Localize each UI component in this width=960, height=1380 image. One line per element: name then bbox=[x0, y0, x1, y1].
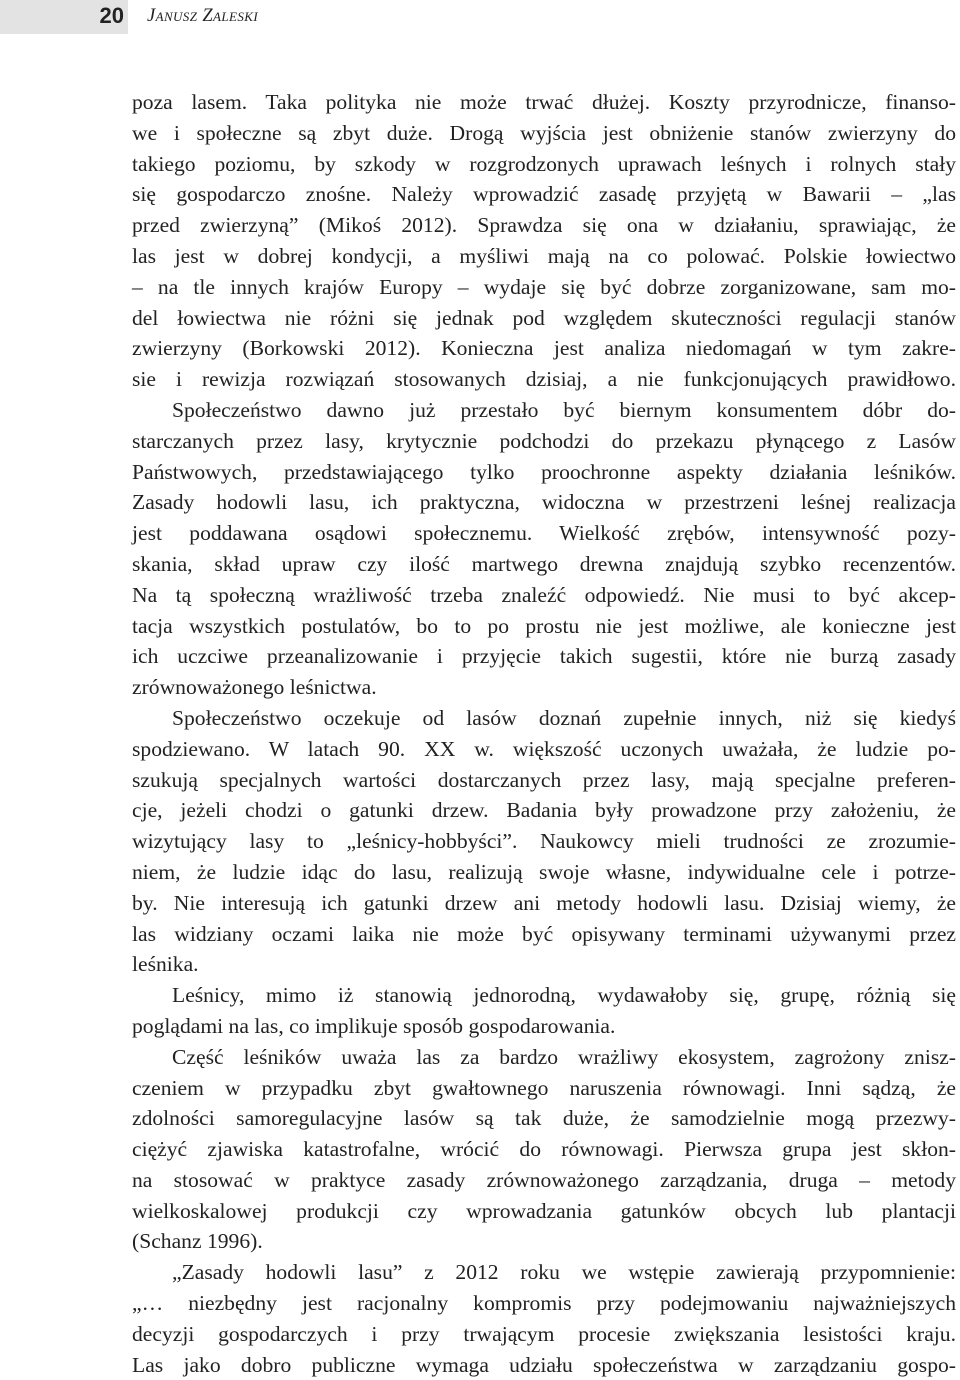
text-line: sie i rewizja rozwiązań stosowanych dzisiaj, a nie funkcjonujących prawidłowo. bbox=[132, 367, 956, 392]
text-line: spodziewano. W latach 90. XX w. większość uczonych uważała, że ludzie po- bbox=[132, 736, 956, 761]
text-line: niem, że ludzie idąc do lasu, realizują swoje własne, indywidualne cele i potrze- bbox=[132, 859, 956, 884]
text-line: Las jako dobro publiczne wymaga udziału społeczeństwa w zarządzaniu gospo- bbox=[132, 1352, 956, 1377]
text-line: czeniem w przypadku zbyt gwałtownego naruszenia równowagi. Inni sądzą, że bbox=[132, 1075, 956, 1100]
text-line: zrównoważonego leśnictwa. bbox=[132, 675, 377, 700]
text-line: zwierzyny (Borkowski 2012). Konieczna jest analiza niedomagań w tym zakre- bbox=[132, 336, 956, 361]
page-header bbox=[0, 0, 960, 40]
text-line: Zasady hodowli lasu, ich praktyczna, widoczna w przestrzeni leśnej realizacja bbox=[132, 490, 956, 515]
body-text bbox=[132, 87, 956, 1380]
text-line: Państwowych, przedstawiającego tylko proochronne aspekty działania leśników. bbox=[132, 459, 956, 484]
text-line: takiego poziomu, by szkody w rozgrodzonych uprawach leśnych i rolnych stały bbox=[132, 151, 956, 176]
text-line: del łowiectwa nie różni się jednak pod względem skuteczności regulacji stanów bbox=[132, 305, 956, 330]
text-line: by. Nie interesują ich gatunki drzew ani metody hodowli lasu. Dzisiaj wiemy, że bbox=[132, 890, 956, 915]
text-line: (Schanz 1996). bbox=[132, 1229, 263, 1254]
page-number-box bbox=[0, 0, 128, 34]
text-line: „Zasady hodowli lasu” z 2012 roku we wstępie zawierają przypomnienie: bbox=[172, 1260, 956, 1285]
text-line: zdolności samoregulacyjne lasów są tak duże, że samodzielnie mogą przezwy- bbox=[132, 1106, 956, 1131]
text-line: cje, jeżeli chodzi o gatunki drzew. Badania były prowadzone przy założeniu, że bbox=[132, 798, 956, 823]
text-line: wizytujący lasy to „leśnicy-hobbyści”. Naukowcy mieli trudności ze zrozumie- bbox=[132, 829, 956, 854]
text-line: przed zwierzyną” (Mikoś 2012). Sprawdza się ona w działaniu, sprawiając, że bbox=[132, 213, 956, 238]
text-line: ich uczciwe przeanalizowanie i przyjęcie takich sugestii, które nie burzą zasady bbox=[132, 644, 956, 669]
text-line: tacja wszystkich postulatów, bo to po prostu nie jest możliwe, ale konieczne jest bbox=[132, 613, 956, 638]
text-line: decyzji gospodarczych i przy trwającym procesie zwiększania lesistości kraju. bbox=[132, 1321, 956, 1346]
text-line: starczanych przez lasy, krytycznie podchodzi do przekazu płynącego z Lasów bbox=[132, 428, 956, 453]
text-line: Społeczeństwo dawno już przestało być biernym konsumentem dóbr do- bbox=[172, 397, 956, 422]
text-line: „… niezbędny jest racjonalny kompromis przy podejmowaniu najważniejszych bbox=[132, 1291, 956, 1316]
text-line: się gospodarczo znośne. Należy wprowadzić zasadę przyjętą w Bawarii – „las bbox=[132, 182, 956, 207]
text-line: Część leśników uważa las za bardzo wrażliwy ekosystem, zagrożony znisz- bbox=[172, 1044, 956, 1069]
text-line: Na tą społeczną wrażliwość trzeba znaleźć odpowiedź. Nie musi to być akcep- bbox=[132, 582, 956, 607]
running-head-author: Janusz Zaleski bbox=[147, 6, 259, 26]
page-number: 20 bbox=[99, 3, 124, 28]
text-line: las widziany oczami laika nie może być opisywany terminami używanymi przez bbox=[132, 921, 956, 946]
text-line: skania, skład upraw czy ilość martwego drewna znajdują szybko recenzentów. bbox=[132, 551, 956, 576]
text-line: we i społeczne są zbyt duże. Drogą wyjścia jest obniżenie stanów zwierzyny do bbox=[132, 120, 956, 145]
text-line: las jest w dobrej kondycji, a myśliwi mają na co polować. Polskie łowiectwo bbox=[132, 243, 956, 268]
text-line: poglądami na las, co implikuje sposób gospodarowania. bbox=[132, 1013, 616, 1038]
text-line: szukują specjalnych wartości dostarczanych przez lasy, mają specjalne preferen- bbox=[132, 767, 956, 792]
text-line: – na tle innych krajów Europy – wydaje się być dobrze zorganizowane, sam mo- bbox=[132, 274, 956, 299]
text-line: Społeczeństwo oczekuje od lasów doznań zupełnie innych, niż się kiedyś bbox=[172, 705, 956, 730]
text-line: jest poddawana osądowi społecznemu. Wielkość zrębów, intensywność pozy- bbox=[132, 521, 956, 546]
text-line: na stosować w praktyce zasady zrównoważonego zarządzania, druga – metody bbox=[132, 1167, 956, 1192]
text-line: ciężyć zjawiska katastrofalne, wrócić do równowagi. Pierwsza grupa jest skłon- bbox=[132, 1137, 956, 1162]
text-line: Leśnicy, mimo iż stanowią jednorodną, wydawałoby się, grupę, różnią się bbox=[172, 983, 956, 1008]
text-line: wielkoskalowej produkcji czy wprowadzania gatunków obcych lub plantacji bbox=[132, 1198, 956, 1223]
text-line: poza lasem. Taka polityka nie może trwać dłużej. Koszty przyrodnicze, finanso- bbox=[132, 90, 956, 114]
text-line: leśnika. bbox=[132, 952, 199, 977]
